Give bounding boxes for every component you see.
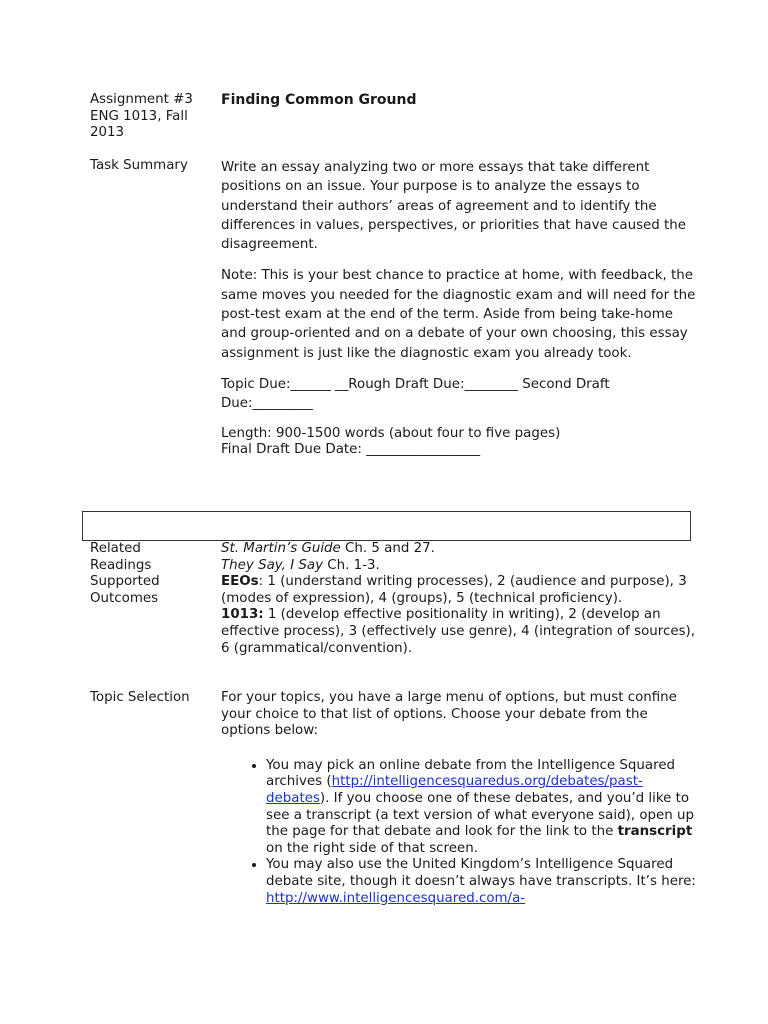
length-requirement: Length: 900-1500 words (about four to five pages)	[221, 425, 561, 441]
topic-intro: For your topics, you have a large menu of options, but must confine your choice to that list of options. Choose your debate from the options below:	[221, 690, 677, 739]
task-note: Note: This is your best chance to practice at home, with feedback, the same moves you needed for the diagnostic exam and will need for the post-test exam at the end of the term. Aside from being take-home and group-oriented and on a debate of your own choosing, this essay assignment is just like the diagnostic exam you already took.	[221, 268, 696, 361]
related-readings-label: Related Readings Supported Outcomes	[90, 541, 160, 606]
assignment-label: Assignment #3 ENG 1013, Fall 2013	[90, 92, 193, 140]
reading-st-martins: St. Martin’s Guide Ch. 5 and 27.	[221, 541, 435, 556]
intelligence-squared-uk-link[interactable]: http://www.intelligencesquared.com/a-	[266, 890, 526, 906]
intelligence-squared-us-link[interactable]: http://intelligencesquaredus.org/debates/past-debates	[266, 774, 643, 806]
empty-table-row	[82, 511, 691, 541]
topic-options-list	[221, 758, 696, 907]
eeos-outcomes: EEOs: 1 (understand writing processes), 2 (audience and purpose), 3 (modes of expression), 4 (groups), 5 (technical proficiency).	[221, 574, 687, 606]
list-item: • You may pick an online debate from the Intelligence Squared archives (http://intelligencesquaredus.org/debates/past-debates). If you choose one of these debates, and you’d like to see a transcript (a text version of what everyone said), open up the page for that debate and look for the link to the transcript on the right side of that screen.	[266, 758, 696, 858]
final-draft-due: Final Draft Due Date: _________________	[221, 442, 481, 458]
task-summary-label: Task Summary	[90, 158, 188, 173]
course-outcomes: 1013: 1 (develop effective positionality in writing), 2 (develop an effective process), 3 (effectively use genre), 4 (integration of sources), 6 (grammatical/convention).	[221, 607, 696, 656]
assignment-title: Finding Common Ground	[221, 92, 417, 108]
reading-they-say: They Say, I Say Ch. 1-3.	[221, 557, 380, 573]
topic-selection-label: Topic Selection	[90, 690, 190, 705]
due-dates: Topic Due:______ __Rough Draft Due:________ Second Draft Due:_________	[221, 376, 610, 412]
list-item: • You may also use the United Kingdom’s Intelligence Squared debate site, though it doesn’t always have transcripts. It’s here: http://www.intelligencesquared.com/a-	[266, 857, 696, 907]
task-description: Write an essay analyzing two or more essays that take different positions on an issue. Your purpose is to analyze the essays to understand their authors’ areas of agreement and to identify the differences in values, perspectives, or priorities that have caused the disagreement.	[221, 160, 687, 253]
